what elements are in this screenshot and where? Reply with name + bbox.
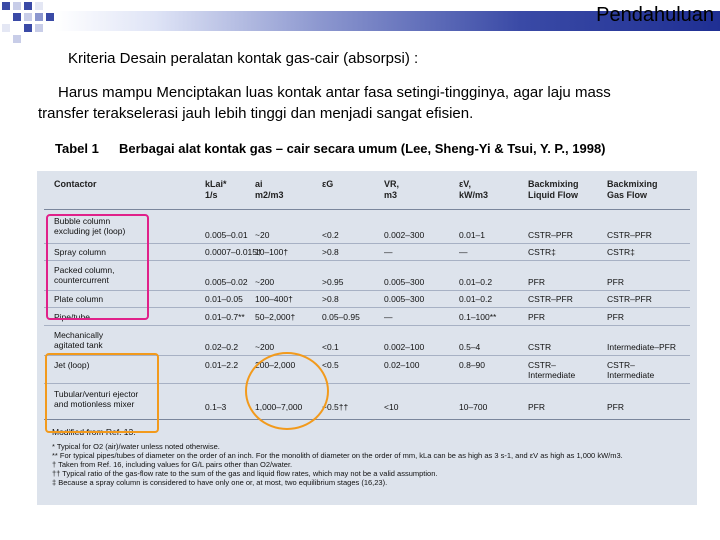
table-cell-gas: PFR	[607, 402, 624, 412]
table-cell-gas: PFR	[607, 312, 624, 322]
header-ev: εV, kW/m3	[459, 179, 489, 200]
table-note: Modified from Ref. 13.	[52, 427, 136, 437]
table-cell-kla: 0.01–0.05	[205, 294, 243, 304]
header-backmixing-gas: Backmixing Gas Flow	[607, 179, 658, 200]
pink-highlight-box	[46, 214, 149, 320]
row-divider	[44, 325, 690, 326]
table-cell-gas: CSTR– Intermediate	[607, 360, 655, 380]
header-kla: kLai* 1/s	[205, 179, 227, 200]
table-cell-ev: 0.01–0.2	[459, 294, 493, 304]
table-cell-ai: 10–100†	[255, 247, 289, 257]
table-cell-liquid: PFR	[528, 312, 545, 322]
table-cell-ai: 50–2,000†	[255, 312, 296, 322]
table-cell-gas: CSTR–PFR	[607, 230, 652, 240]
table-cell-kla: 0.02–0.2	[205, 342, 239, 352]
table-cell-liquid: CSTR–PFR	[528, 294, 573, 304]
table-cell-gas: CSTR‡	[607, 247, 635, 257]
orange-highlight-ellipse	[245, 352, 329, 430]
table-cell-ai: ~200	[255, 277, 275, 287]
title-bar	[0, 0, 720, 40]
table-cell-ai: 100–400†	[255, 294, 293, 304]
table-row-contactor: Plate column	[54, 294, 104, 304]
header-eg: εG	[322, 179, 334, 189]
table-row-contactor: Packed column, countercurrent	[54, 265, 115, 285]
table-cell-eg: 0.05–0.95	[322, 312, 360, 322]
table-cell-gas: CSTR–PFR	[607, 294, 652, 304]
table-cell-kla: 0.01–2.2	[205, 360, 239, 370]
table-row-contactor: Tubular/venturi ejector and motionless mixer	[54, 389, 139, 409]
table-cell-kla: 0.01–0.7**	[205, 312, 245, 322]
header-backmixing-liquid: Backmixing Liquid Flow	[528, 179, 579, 200]
table-row-contactor: Mechanically agitated tank	[54, 330, 104, 350]
table-cell-eg: <0.1	[322, 342, 339, 352]
table-note: * Typical for O2 (air)/water unless noted otherwise.	[52, 442, 220, 451]
header-ai: ai m2/m3	[255, 179, 284, 200]
table-caption-text: Berbagai alat kontak gas – cair secara umum (Lee, Sheng-Yi & Tsui, Y. P., 1998)	[119, 141, 606, 156]
table-cell-liquid: CSTR‡	[528, 247, 556, 257]
table-caption	[55, 141, 606, 156]
table-cell-eg: >0.8	[322, 247, 339, 257]
table-cell-ev: 10–700	[459, 402, 488, 412]
table-cell-ev: 0.01–1	[459, 230, 485, 240]
table-cell-ev: 0.1–100**	[459, 312, 497, 322]
table-cell-eg: <0.2	[322, 230, 339, 240]
table-cell-ev: 0.01–0.2	[459, 277, 493, 287]
table-cell-vr: 0.005–300	[384, 277, 425, 287]
table-note: †† Typical ratio of the gas-flow rate to the sum of the gas and liquid flow rates, which may not be a valid assumption.	[52, 469, 438, 478]
table-cell-vr: 0.002–300	[384, 230, 425, 240]
table-cell-kla: 0.005–0.01	[205, 230, 248, 240]
header-rule	[44, 209, 690, 210]
table-cell-ev: —	[459, 247, 468, 257]
body-paragraph	[38, 82, 698, 124]
header-vr: VR, m3	[384, 179, 400, 200]
table-cell-kla: 0.0007–0.015†	[205, 247, 262, 257]
table-cell-vr: 0.02–100	[384, 360, 420, 370]
orange-highlight-box	[45, 353, 159, 433]
table-cell-liquid: CSTR– Intermediate	[528, 360, 576, 380]
table-cell-gas: Intermediate–PFR	[607, 342, 676, 352]
section-subtitle: Kriteria Desain peralatan kontak gas-cair (absorpsi) :	[68, 50, 419, 67]
table-cell-vr: —	[384, 312, 393, 322]
table-cell-vr: —	[384, 247, 393, 257]
table-row-contactor: Bubble column excluding jet (loop)	[54, 216, 126, 236]
table-cell-eg: ~0.5††	[322, 402, 349, 412]
table-cell-vr: 0.005–300	[384, 294, 425, 304]
table-cell-vr: 0.002–100	[384, 342, 425, 352]
table-cell-eg: <0.5	[322, 360, 339, 370]
table-cell-ai: 1,000–7,000	[255, 402, 303, 412]
table-cell-ai: 200–2,000	[255, 360, 296, 370]
table-row-contactor: Spray column	[54, 247, 106, 257]
table-cell-eg: >0.8	[322, 294, 339, 304]
table-row-contactor: Pipe/tube	[54, 312, 90, 322]
corner-squares-decoration	[0, 0, 60, 44]
table-cell-kla: 0.005–0.02	[205, 277, 248, 287]
table-cell-liquid: PFR	[528, 402, 545, 412]
table-note: † Taken from Ref. 16, including values for G/L pairs other than O2/water.	[52, 460, 293, 469]
table-cell-ev: 0.8–90	[459, 360, 485, 370]
table-note: ** For typical pipes/tubes of diameter on the order of an inch. For the monolith of diameter on the order of mm, kLa can be as high as 3 s-1, and εV as high as 1,000 kW/m3.	[52, 451, 623, 460]
table-cell-vr: <10	[384, 402, 399, 412]
table-cell-ai: ~20	[255, 230, 270, 240]
table-cell-eg: >0.95	[322, 277, 344, 287]
table-row-contactor: Jet (loop)	[54, 360, 90, 370]
table-cell-liquid: CSTR	[528, 342, 552, 352]
page-title: Pendahuluan	[596, 4, 714, 26]
paragraph-line-2: transfer terakselerasi jauh lebih tinggi dan menjadi sangat efisien.	[38, 105, 474, 122]
table-cell-liquid: PFR	[528, 277, 545, 287]
table-caption-number: Tabel 1	[55, 141, 99, 156]
table-cell-gas: PFR	[607, 277, 624, 287]
table-cell-ev: 0.5–4	[459, 342, 481, 352]
paragraph-line-1: Harus mampu Menciptakan luas kontak antar fasa setingi-tingginya, agar laju mass	[58, 84, 611, 101]
table-cell-liquid: CSTR–PFR	[528, 230, 573, 240]
header-contactor: Contactor	[54, 179, 97, 189]
table-cell-ai: ~200	[255, 342, 275, 352]
table-note: ‡ Because a spray column is considered to have only one or, at most, two equilibrium stages (16,23).	[52, 478, 388, 487]
table-cell-kla: 0.1–3	[205, 402, 227, 412]
